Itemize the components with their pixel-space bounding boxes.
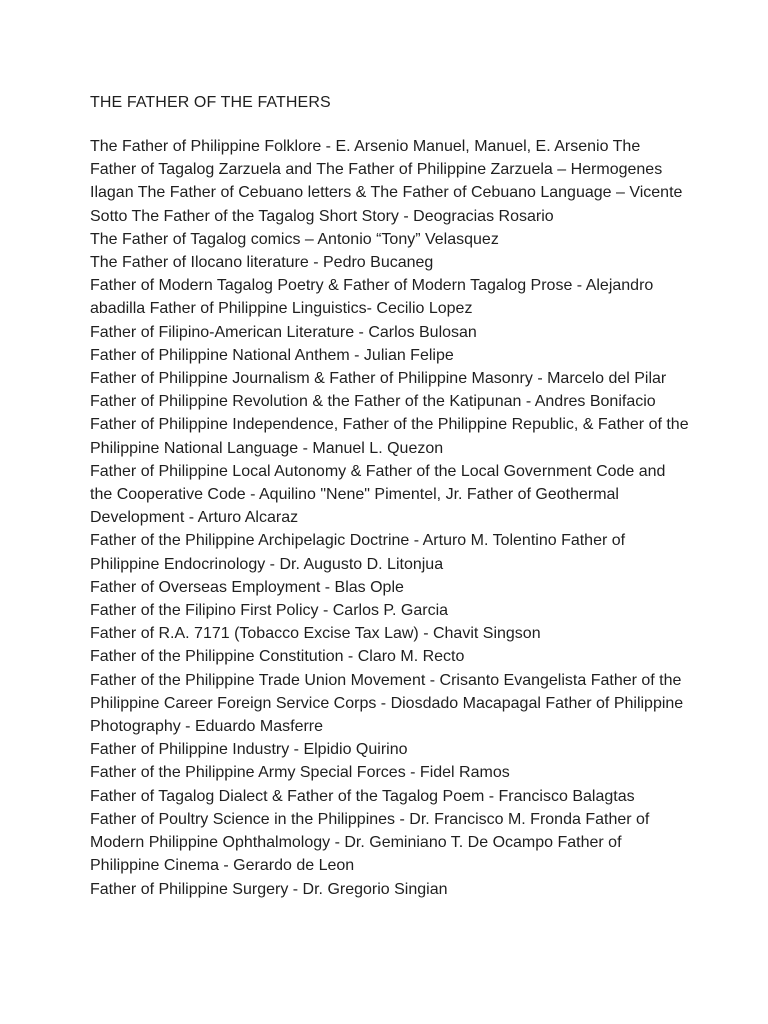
entry-paragraph: Father of the Philippine Constitution - Claro M. Recto bbox=[90, 648, 465, 666]
document-page bbox=[90, 93, 690, 901]
entry-paragraph: The Father of Ilocano literature - Pedro Bucaneg bbox=[90, 254, 434, 272]
entry-paragraph: Father of the Philippine Army Special Forces - Fidel Ramos bbox=[90, 764, 510, 782]
entry-paragraph: Father of the Philippine Archipelagic Doctrine - Arturo M. Tolentino Father of Philippine Endocrinology - Dr. Augusto D. Litonjua bbox=[90, 532, 626, 573]
entry-paragraph: Father of Modern Tagalog Poetry & Father of Modern Tagalog Prose - Alejandro abadilla Father of Philippine Linguistics- Cecilio Lopez bbox=[90, 277, 654, 318]
entry-paragraph: Father of R.A. 7171 (Tobacco Excise Tax Law) - Chavit Singson bbox=[90, 625, 541, 643]
entry-paragraph: Father of Philippine National Anthem - Julian Felipe bbox=[90, 346, 454, 364]
entry-paragraph: The Father of Tagalog comics – Antonio “Tony” Velasquez bbox=[90, 230, 499, 248]
entry-paragraph: Father of Philippine Journalism & Father of Philippine Masonry - Marcelo del Pilar Father of Philippine Revolution & the Father of the Katipunan - Andres Bonifacio Father of Philippine Independence, Father of the Philippine Republic, & Father of the Philippine National Language - Manuel L. Quezon bbox=[90, 370, 689, 457]
entry-paragraph: Father of Overseas Employment - Blas Ople bbox=[90, 578, 404, 596]
entry-paragraph: Father of Poultry Science in the Philippines - Dr. Francisco M. Fronda Father of Modern Philippine Ophthalmology - Dr. Geminiano T. De Ocampo Father of Philippine Cinema - Gerardo de Leon bbox=[90, 810, 650, 875]
entry-paragraph: The Father of Philippine Folklore - E. Arsenio Manuel, Manuel, E. Arsenio The Father of Tagalog Zarzuela and The Father of Philippine Zarzuela – Hermogenes Ilagan The Father of Cebuano letters & The Father of Cebuano Language – Vicente Sotto The Father of the Tagalog Short Story - Deogracias Rosario bbox=[90, 138, 683, 225]
entry-paragraph: Father of Philippine Local Autonomy & Father of the Local Government Code and the Cooperative Code - Aquilino "Nene" Pimentel, Jr. Father of Geothermal Development - Arturo Alcaraz bbox=[90, 462, 666, 527]
entry-paragraph: Father of Filipino-American Literature - Carlos Bulosan bbox=[90, 323, 477, 341]
entry-paragraph: Father of Philippine Industry - Elpidio Quirino bbox=[90, 741, 408, 759]
entry-paragraph: Father of the Filipino First Policy - Carlos P. Garcia bbox=[90, 602, 449, 620]
entries-list bbox=[90, 135, 690, 901]
document-title: THE FATHER OF THE FATHERS bbox=[90, 94, 331, 111]
entry-paragraph: Father of Tagalog Dialect & Father of the Tagalog Poem - Francisco Balagtas bbox=[90, 787, 635, 805]
entry-paragraph: Father of the Philippine Trade Union Movement - Crisanto Evangelista Father of the Philippine Career Foreign Service Corps - Diosdado Macapagal Father of Philippine Photography - Eduardo Masferre bbox=[90, 671, 684, 736]
entry-paragraph: Father of Philippine Surgery - Dr. Gregorio Singian bbox=[90, 880, 448, 898]
